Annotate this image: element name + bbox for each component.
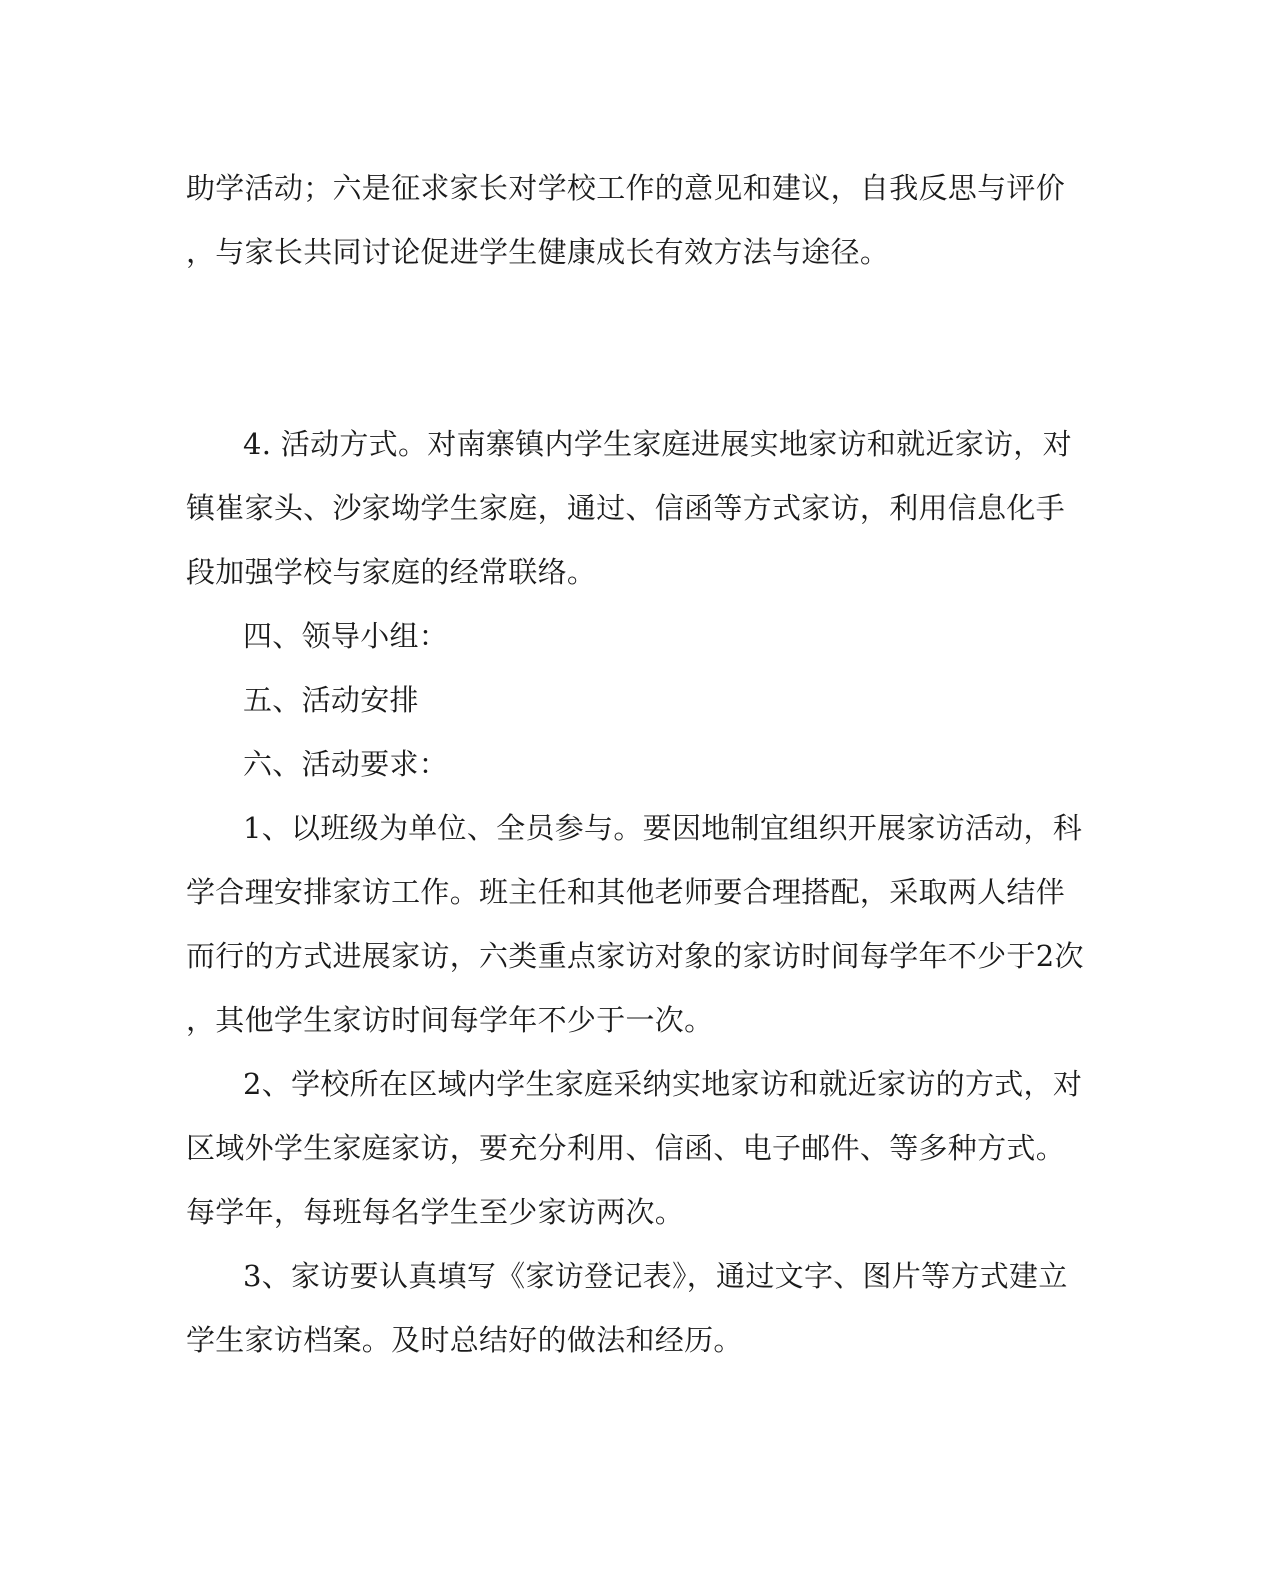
paragraph-line: 段加强学校与家庭的经常联络。 bbox=[186, 555, 597, 589]
paragraph-line: 助学活动；六是征求家长对学校工作的意见和建议，自我反思与评价 bbox=[186, 171, 1066, 205]
section-heading: 六、活动要求： bbox=[243, 747, 449, 781]
paragraph-line: ，与家长共同讨论促进学生健康成长有效方法与途径。 bbox=[186, 235, 890, 269]
paragraph-line: 每学年，每班每名学生至少家访两次。 bbox=[186, 1195, 685, 1229]
paragraph-line: 区域外学生家庭家访，要充分利用、信函、电子邮件、等多种方式。 bbox=[186, 1131, 1066, 1165]
paragraph-line: 而行的方式进展家访，六类重点家访对象的家访时间每学年不少于2次 bbox=[186, 939, 1084, 973]
section-heading: 五、活动安排 bbox=[243, 683, 419, 717]
paragraph-line: 3、家访要认真填写《家访登记表》，通过文字、图片等方式建立 bbox=[243, 1259, 1068, 1293]
paragraph-line: 4. 活动方式。对南寨镇内学生家庭进展实地家访和就近家访，对 bbox=[243, 427, 1072, 461]
paragraph-line: 学合理安排家访工作。班主任和其他老师要合理搭配，采取两人结伴 bbox=[186, 875, 1066, 909]
paragraph-line: 2、学校所在区域内学生家庭采纳实地家访和就近家访的方式，对 bbox=[243, 1067, 1083, 1101]
section-heading: 四、领导小组： bbox=[243, 619, 449, 653]
paragraph-line: 镇崔家头、沙家坳学生家庭，通过、信函等方式家访，利用信息化手 bbox=[186, 491, 1066, 525]
paragraph-line: ，其他学生家访时间每学年不少于一次。 bbox=[186, 1003, 714, 1037]
paragraph-line: 1、以班级为单位、全员参与。要因地制宜组织开展家访活动，科 bbox=[243, 811, 1083, 845]
paragraph-line: 学生家访档案。及时总结好的做法和经历。 bbox=[186, 1323, 743, 1357]
